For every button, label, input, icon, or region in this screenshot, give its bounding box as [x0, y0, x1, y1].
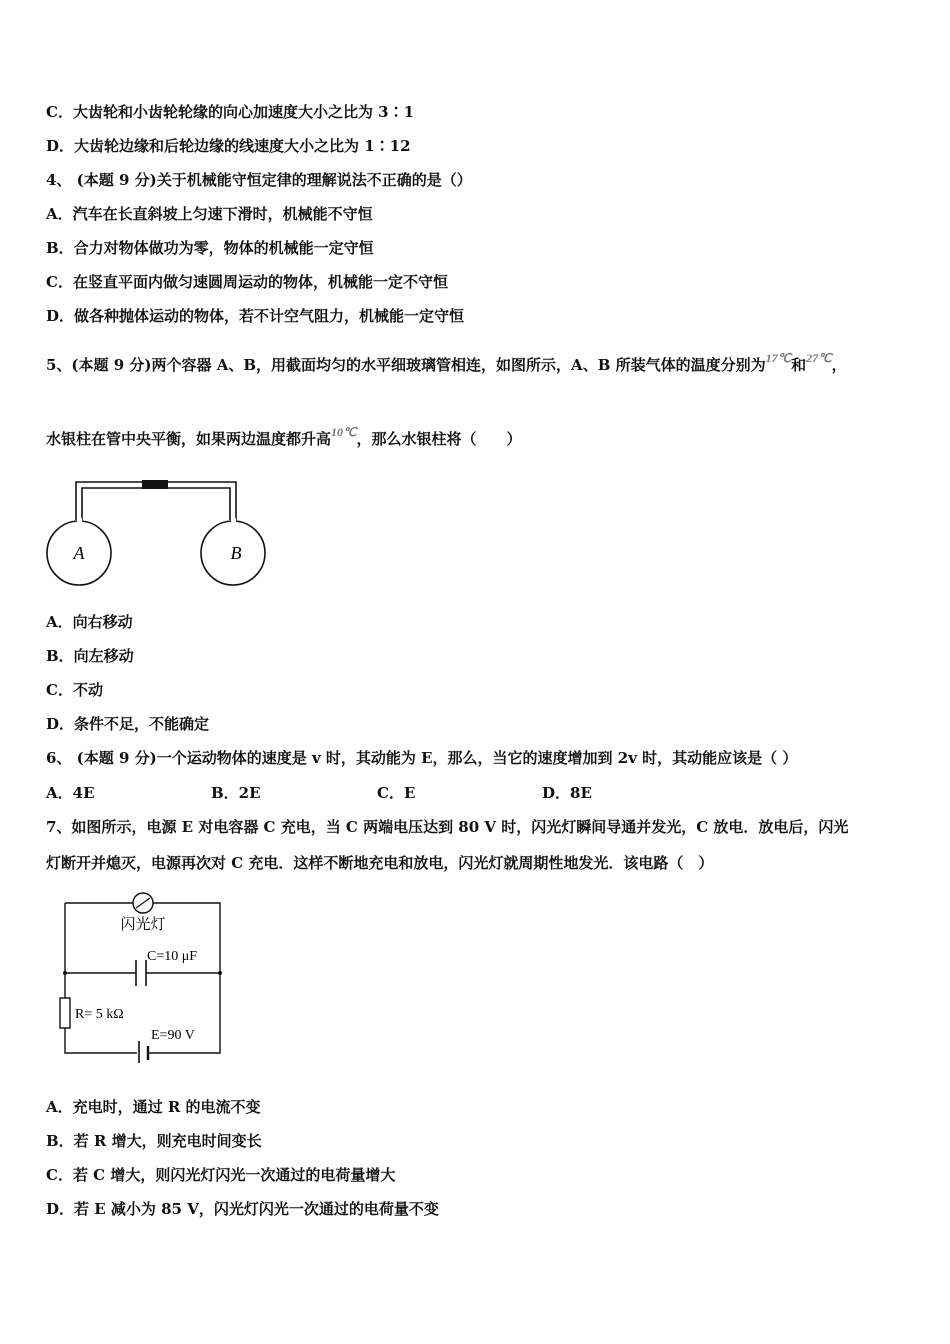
q7-stem-line2: 灯断开并熄灭，电源再次对 C 充电．这样不断地充电和放电，闪光灯就周期性地发光．该电路（ ） [46, 854, 714, 872]
q4-option-a: A．汽车在长直斜坡上匀速下滑时，机械能不守恒 [46, 205, 373, 223]
q4-stem: 4、 (本题 9 分)关于机械能守恒定律的理解说法不正确的是（） [46, 171, 472, 189]
q6-option-b: B．2E [211, 784, 261, 802]
capacitor-label: C=10 μF [147, 949, 198, 964]
q3-option-d: D．大齿轮边缘和后轮边缘的线速度大小之比为 1∶12 [46, 137, 411, 155]
q7-option-c: C．若 C 增大，则闪光灯闪光一次通过的电荷量增大 [46, 1166, 396, 1184]
mercury-column [142, 480, 168, 489]
lamp-label: 闪光灯 [120, 917, 166, 933]
q7-option-b: B．若 R 增大，则充电时间变长 [46, 1132, 262, 1150]
q5-stem-and: 和 [791, 356, 807, 374]
q4-option-c: C．在竖直平面内做匀速圆周运动的物体，机械能一定不守恒 [46, 273, 448, 291]
q3-option-c: C．大齿轮和小齿轮轮缘的向心加速度大小之比为 3∶1 [46, 103, 415, 121]
resistor [60, 998, 70, 1028]
q5-stem-part1: 5、(本题 9 分)两个容器 A、B，用截面均匀的水平细玻璃管相连，如图所示，A、B 所装气体的温度分别为 [46, 356, 766, 374]
q6-option-a: A．4E [46, 784, 95, 802]
resistor-label: R= 5 kΩ [75, 1007, 124, 1022]
q5-stem-line2 [46, 425, 522, 450]
q7-stem-line1: 7、如图所示，电源 E 对电容器 C 充电，当 C 两端电压达到 80 V 时，闪光灯瞬间导通并发光，C 放电．放电后，闪光 [46, 818, 849, 836]
q6-option-c: C．E [377, 784, 416, 802]
q7-option-d: D．若 E 减小为 85 V，闪光灯闪光一次通过的电荷量不变 [46, 1200, 439, 1218]
q7-option-a: A．充电时，通过 R 的电流不变 [46, 1098, 261, 1116]
q5-option-b: B．向左移动 [46, 647, 134, 665]
q5-option-c: C．不动 [46, 681, 103, 699]
q5-temp-a: 17℃ [765, 351, 792, 365]
q5-container-figure [40, 470, 270, 595]
label-b: B [230, 543, 242, 563]
q5-stem-part2: 水银柱在管中央平衡，如果两边温度都升高 [46, 430, 332, 448]
q5-option-d: D．条件不足，不能确定 [46, 715, 210, 733]
q6-stem: 6、 (本题 9 分)一个运动物体的速度是 v 时，其动能为 E，那么，当它的速度增加到 2v 时，其动能应该是（ ） [46, 749, 798, 767]
label-a: A [73, 543, 85, 563]
q7-circuit-figure [55, 888, 230, 1063]
q4-option-b: B．合力对物体做功为零，物体的机械能一定守恒 [46, 239, 374, 257]
q5-stem-comma: ， [831, 356, 847, 374]
q5-temp-b: 27℃ [806, 351, 832, 365]
q5-stem-line1 [46, 351, 847, 376]
q5-option-a: A．向右移动 [46, 613, 133, 631]
q5-stem-part3: ，那么水银柱将（ ） [356, 430, 522, 448]
q6-option-d: D．8E [542, 784, 592, 802]
q5-temp-rise: 10℃ [331, 425, 357, 439]
source-label: E=90 V [151, 1028, 195, 1043]
q4-option-d: D．做各种抛体运动的物体，若不计空气阻力，机械能一定守恒 [46, 307, 465, 325]
